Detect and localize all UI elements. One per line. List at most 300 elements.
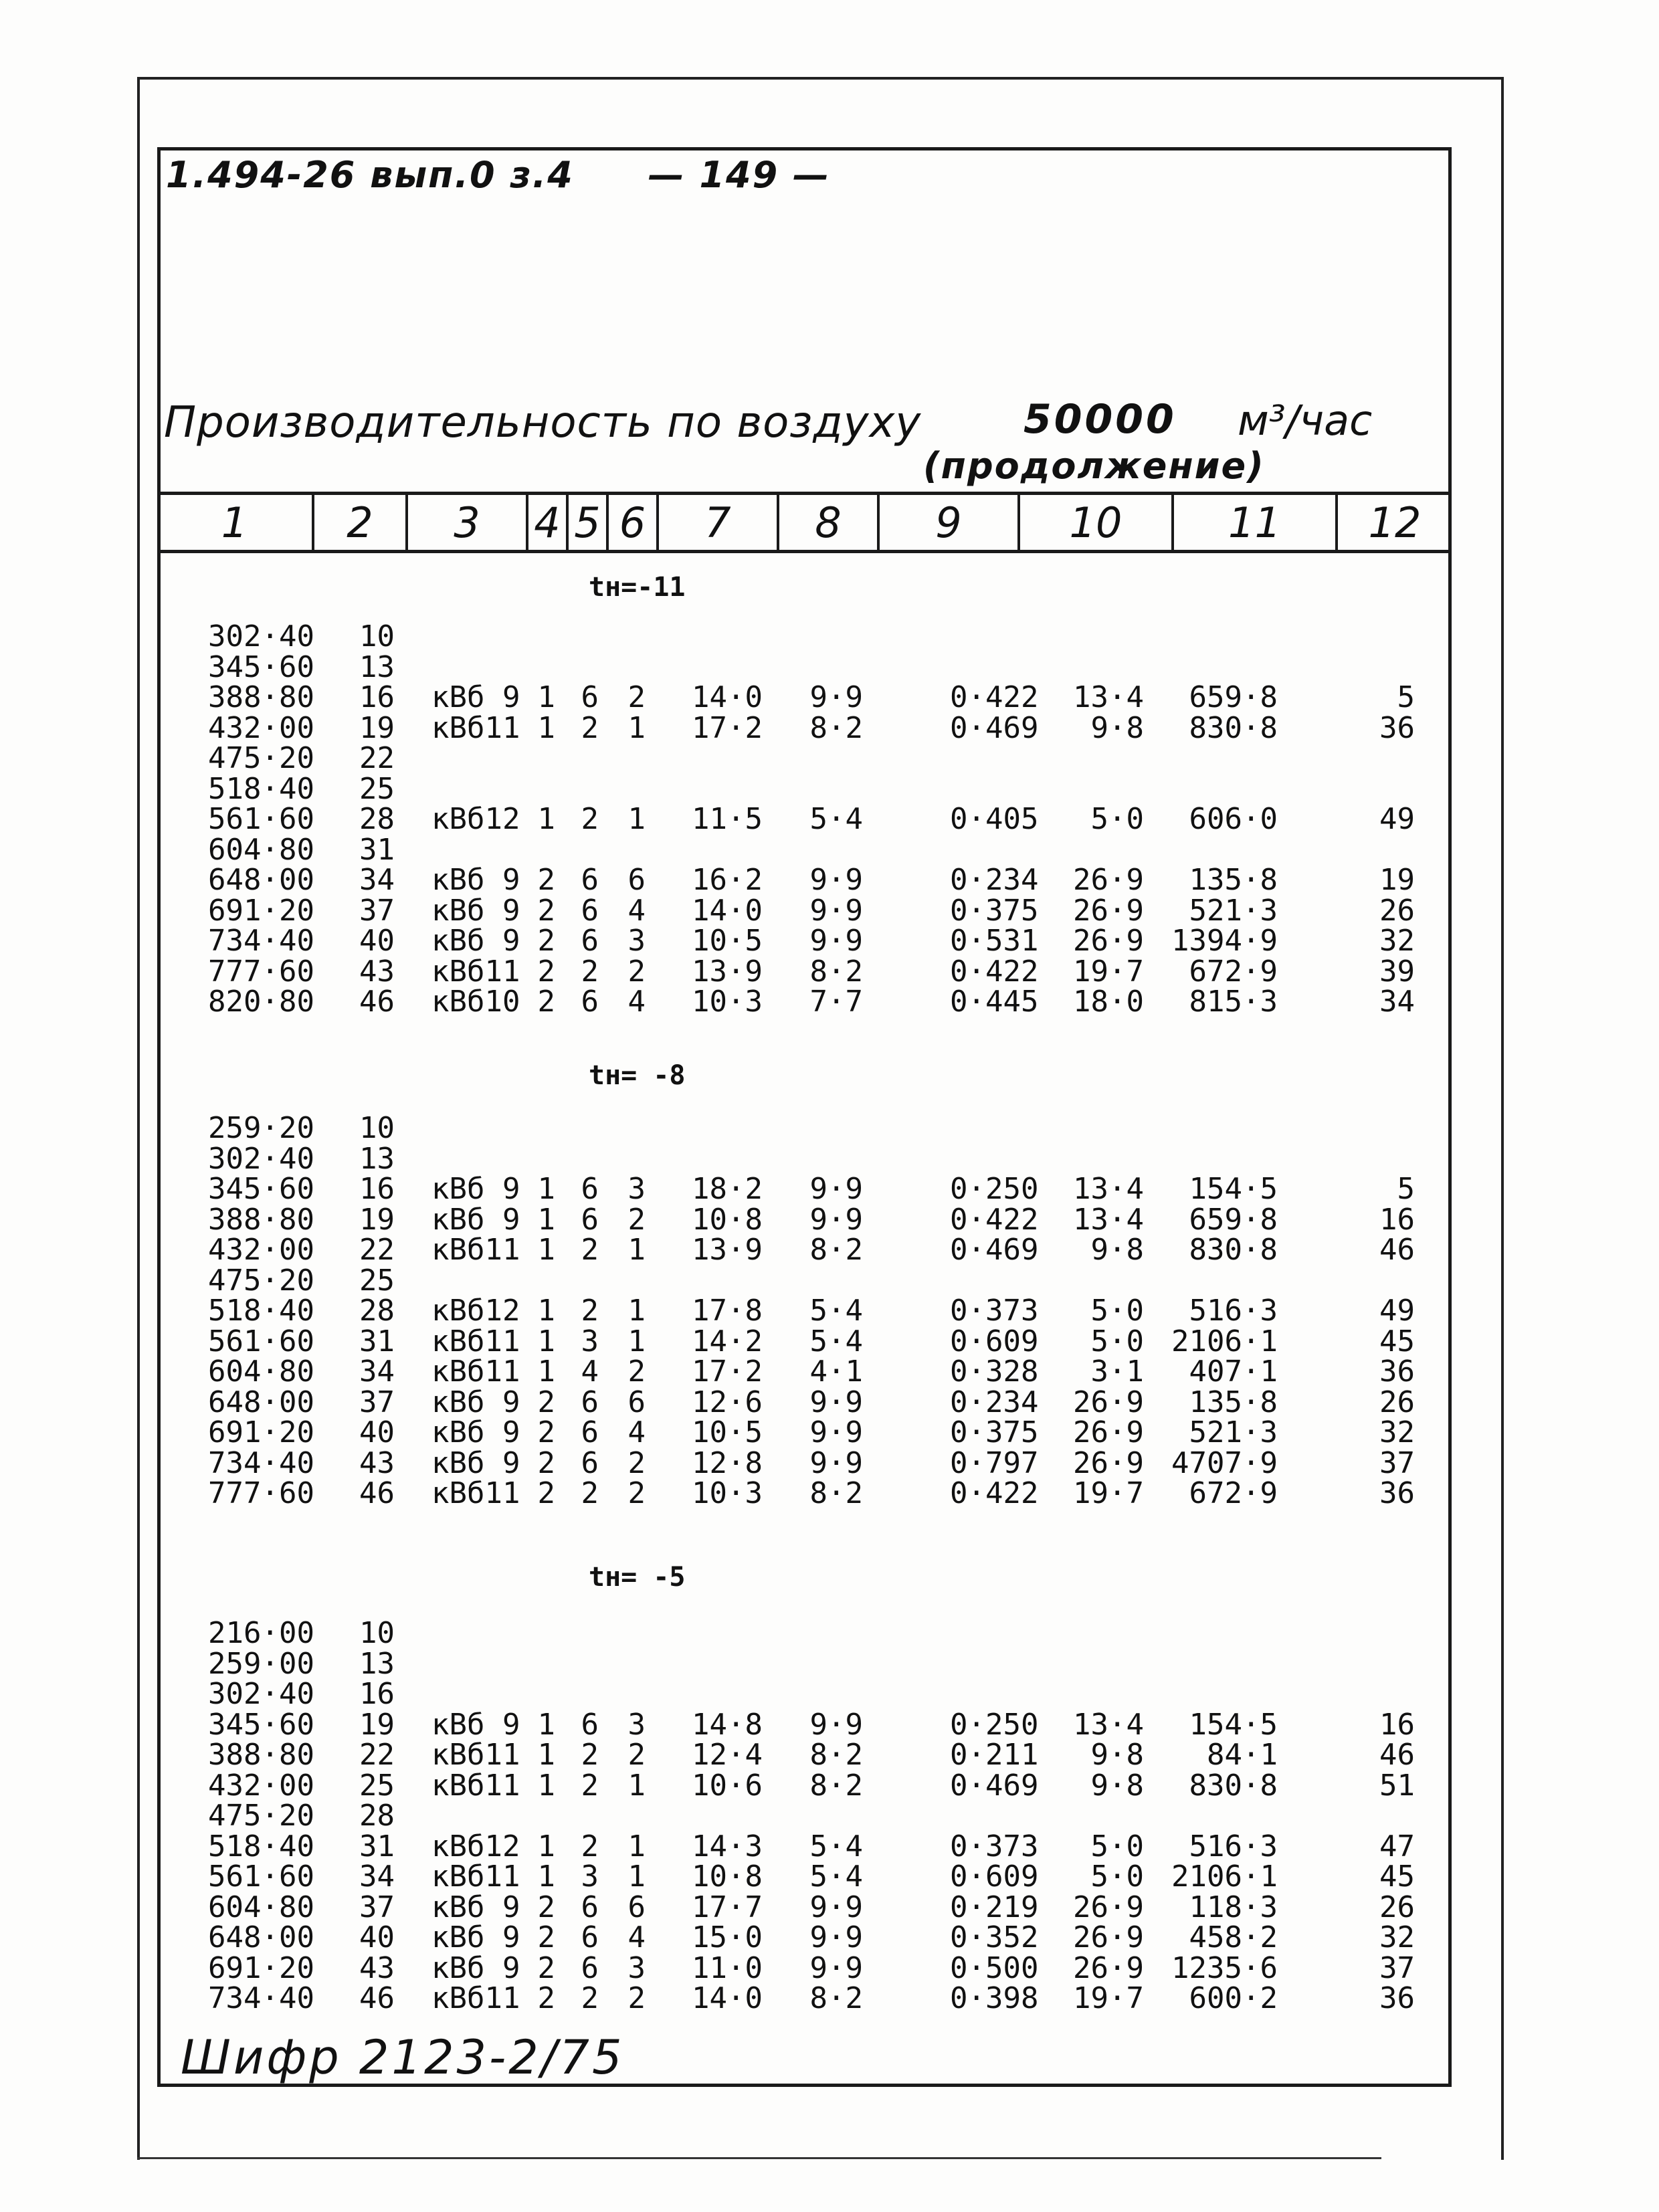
table-cell-col3: кВб11 <box>431 1233 520 1267</box>
table-cell-col5: 6 <box>581 1172 599 1206</box>
table-row <box>0 1476 1659 1510</box>
continuation-note: (продолжение) <box>923 445 1265 487</box>
table-cell-col4: 1 <box>537 802 555 836</box>
table-cell-col10: 26·9 <box>1073 1415 1144 1449</box>
table-cell-col2: 31 <box>359 1324 395 1359</box>
table-cell-col4: 2 <box>537 1385 555 1419</box>
table-cell-col5: 6 <box>581 1445 599 1480</box>
table-cell-col3: кВб 9 <box>431 1950 520 1985</box>
table-cell-col3: кВб11 <box>431 1476 520 1510</box>
table-cell-col2: 10 <box>359 1616 395 1650</box>
table-cell-col4: 1 <box>537 1202 555 1237</box>
table-cell-col4: 1 <box>537 680 555 714</box>
table-cell-col6: 2 <box>627 1202 646 1237</box>
table-cell-col11: 521·3 <box>1189 1415 1278 1449</box>
table-cell-col4: 1 <box>537 1354 555 1389</box>
table-cell-col1: 475·20 <box>208 741 314 775</box>
table-cell-col8: 9·9 <box>809 1920 863 1954</box>
table-cell-col1: 648·00 <box>208 863 314 897</box>
table-cell-col11: 135·8 <box>1189 863 1278 897</box>
table-cell-col2: 19 <box>359 1202 395 1237</box>
table-cell-col11: 458·2 <box>1189 1920 1278 1954</box>
table-row <box>0 1202 1659 1237</box>
table-cell-col8: 9·9 <box>809 680 863 714</box>
table-cell-col6: 3 <box>627 924 646 958</box>
table-cell-col7: 17·2 <box>692 710 763 745</box>
table-cell-col12: 16 <box>1379 1707 1415 1742</box>
table-cell-col11: 830·8 <box>1189 710 1278 745</box>
table-cell-col6: 2 <box>627 1738 646 1772</box>
table-cell-col12: 36 <box>1379 1476 1415 1510</box>
table-cell-col2: 34 <box>359 863 395 897</box>
table-cell-col9: 0·234 <box>950 1385 1039 1419</box>
table-cell-col11: 659·8 <box>1189 680 1278 714</box>
table-cell-col8: 8·2 <box>809 954 863 989</box>
table-cell-col12: 39 <box>1379 954 1415 989</box>
table-cell-col3: кВб 9 <box>431 1172 520 1206</box>
table-row <box>0 771 1659 806</box>
table-cell-col11: 830·8 <box>1189 1233 1278 1267</box>
table-cell-col9: 0·211 <box>950 1738 1039 1772</box>
table-cell-col1: 561·60 <box>208 1324 314 1359</box>
table-cell-col4: 1 <box>537 1324 555 1359</box>
column-header-6: 6 <box>609 495 659 550</box>
table-cell-col6: 1 <box>627 1294 646 1328</box>
table-cell-col7: 18·2 <box>692 1172 763 1206</box>
page-number: — 149 — <box>648 154 830 196</box>
table-cell-col12: 34 <box>1379 985 1415 1019</box>
table-row <box>0 1235 1659 1265</box>
table-row <box>0 1324 1659 1359</box>
table-cell-col8: 9·9 <box>809 1707 863 1742</box>
table-cell-col9: 0·422 <box>950 954 1039 989</box>
table-cell-col7: 10·3 <box>692 985 763 1019</box>
table-cell-col10: 13·4 <box>1073 1202 1144 1237</box>
table-cell-col12: 36 <box>1379 1354 1415 1389</box>
table-row <box>0 1172 1659 1206</box>
table-cell-col5: 6 <box>581 985 599 1019</box>
table-cell-col2: 10 <box>359 1111 395 1145</box>
table-cell-col9: 0·373 <box>950 1294 1039 1328</box>
table-row <box>0 987 1659 1017</box>
table-cell-col7: 17·2 <box>692 1354 763 1389</box>
table-cell-col5: 6 <box>581 1920 599 1954</box>
table-cell-col11: 516·3 <box>1189 1829 1278 1864</box>
table-cell-col12: 45 <box>1379 1859 1415 1894</box>
table-cell-col9: 0·609 <box>950 1324 1039 1359</box>
table-row <box>0 1677 1659 1711</box>
air-capacity-units: м³/час <box>1238 396 1373 445</box>
table-row <box>0 1263 1659 1298</box>
table-cell-col2: 34 <box>359 1859 395 1894</box>
table-cell-col5: 6 <box>581 924 599 958</box>
table-cell-col12: 19 <box>1379 863 1415 897</box>
table-cell-col5: 2 <box>581 1829 599 1864</box>
table-cell-col7: 14·0 <box>692 893 763 928</box>
table-row <box>0 1354 1659 1389</box>
table-cell-col5: 2 <box>581 1981 599 2015</box>
document-code <box>166 154 830 196</box>
table-cell-col9: 0·469 <box>950 710 1039 745</box>
table-cell-col2: 19 <box>359 710 395 745</box>
table-cell-col3: кВб 9 <box>431 1920 520 1954</box>
table-cell-col8: 5·4 <box>809 802 863 836</box>
table-cell-col3: кВб12 <box>431 1294 520 1328</box>
table-cell-col8: 9·9 <box>809 1202 863 1237</box>
table-cell-col10: 26·9 <box>1073 1950 1144 1985</box>
table-cell-col9: 0·219 <box>950 1890 1039 1924</box>
table-cell-col10: 26·9 <box>1073 1920 1144 1954</box>
table-cell-col2: 16 <box>359 1677 395 1711</box>
table-cell-col4: 2 <box>537 985 555 1019</box>
table-row <box>0 1707 1659 1742</box>
table-cell-col3: кВб 9 <box>431 1890 520 1924</box>
table-cell-col8: 9·9 <box>809 1950 863 1985</box>
table-cell-col7: 14·8 <box>692 1707 763 1742</box>
table-cell-col9: 0·609 <box>950 1859 1039 1894</box>
column-header-7: 7 <box>659 495 779 550</box>
table-row <box>0 1890 1659 1924</box>
table-cell-col1: 518·40 <box>208 1294 314 1328</box>
table-cell-col3: кВб10 <box>431 985 520 1019</box>
table-cell-col5: 6 <box>581 893 599 928</box>
table-cell-col7: 14·3 <box>692 1829 763 1864</box>
table-cell-col2: 43 <box>359 954 395 989</box>
table-cell-col12: 5 <box>1397 1172 1415 1206</box>
table-cell-col12: 46 <box>1379 1233 1415 1267</box>
table-cell-col7: 10·5 <box>692 924 763 958</box>
table-cell-col1: 518·40 <box>208 1829 314 1864</box>
table-cell-col1: 432·00 <box>208 1233 314 1267</box>
table-cell-col6: 6 <box>627 863 646 897</box>
table-cell-col2: 37 <box>359 1890 395 1924</box>
section-temperature-label: tн= -8 <box>589 1060 686 1091</box>
table-cell-col4: 1 <box>537 710 555 745</box>
table-cell-col7: 10·3 <box>692 1476 763 1510</box>
table-cell-col9: 0·250 <box>950 1172 1039 1206</box>
table-cell-col10: 5·0 <box>1090 1859 1144 1894</box>
table-cell-col1: 820·80 <box>208 985 314 1019</box>
table-cell-col1: 302·40 <box>208 619 314 653</box>
table-cell-col5: 6 <box>581 680 599 714</box>
table-cell-col2: 28 <box>359 1294 395 1328</box>
table-cell-col3: кВб12 <box>431 1829 520 1864</box>
table-cell-col6: 2 <box>627 1354 646 1389</box>
column-header-11: 11 <box>1174 495 1338 550</box>
table-cell-col1: 604·80 <box>208 832 314 867</box>
table-cell-col6: 1 <box>627 710 646 745</box>
table-cell-col10: 5·0 <box>1090 1324 1144 1359</box>
table-row <box>0 863 1659 897</box>
table-cell-col10: 26·9 <box>1073 1890 1144 1924</box>
table-cell-col1: 734·40 <box>208 1445 314 1480</box>
table-cell-col3: кВб 9 <box>431 1445 520 1480</box>
table-cell-col11: 154·5 <box>1189 1707 1278 1742</box>
table-cell-col2: 22 <box>359 1738 395 1772</box>
table-cell-col9: 0·328 <box>950 1354 1039 1389</box>
column-header-12: 12 <box>1368 498 1422 547</box>
table-cell-col9: 0·422 <box>950 1202 1039 1237</box>
table-cell-col6: 1 <box>627 1859 646 1894</box>
table-cell-col5: 6 <box>581 1385 599 1419</box>
table-cell-col5: 2 <box>581 1738 599 1772</box>
table-cell-col4: 1 <box>537 1829 555 1864</box>
table-cell-col11: 830·8 <box>1189 1768 1278 1803</box>
table-cell-col2: 13 <box>359 649 395 684</box>
table-cell-col11: 118·3 <box>1189 1890 1278 1924</box>
column-header-1: 1 <box>157 495 314 550</box>
table-cell-col6: 3 <box>627 1950 646 1985</box>
table-cell-col5: 2 <box>581 954 599 989</box>
table-cell-col12: 46 <box>1379 1738 1415 1772</box>
table-row <box>0 649 1659 684</box>
section-temperature-label: tн= -5 <box>589 1562 686 1593</box>
table-cell-col9: 0·445 <box>950 985 1039 1019</box>
table-cell-col4: 1 <box>537 1294 555 1328</box>
table-cell-col8: 9·9 <box>809 924 863 958</box>
table-row <box>0 1296 1659 1326</box>
table-cell-col5: 2 <box>581 1476 599 1510</box>
table-cell-col8: 9·9 <box>809 1445 863 1480</box>
table-cell-col4: 2 <box>537 1920 555 1954</box>
column-header-5: 5 <box>569 495 609 550</box>
table-cell-col4: 2 <box>537 1476 555 1510</box>
column-header-8: 8 <box>779 495 880 550</box>
cipher-footer: Шифр 2123-2/75 <box>181 2030 625 2085</box>
table-cell-col3: кВб11 <box>431 1738 520 1772</box>
table-cell-col11: 4707·9 <box>1171 1445 1278 1480</box>
table-cell-col2: 46 <box>359 1981 395 2015</box>
table-cell-col9: 0·469 <box>950 1233 1039 1267</box>
table-cell-col2: 43 <box>359 1445 395 1480</box>
table-cell-col1: 561·60 <box>208 1859 314 1894</box>
table-cell-col2: 31 <box>359 832 395 867</box>
table-cell-col12: 26 <box>1379 1385 1415 1419</box>
table-row <box>0 1768 1659 1803</box>
table-cell-col3: кВб 9 <box>431 1202 520 1237</box>
table-cell-col7: 11·5 <box>692 802 763 836</box>
table-cell-col7: 10·8 <box>692 1202 763 1237</box>
table-cell-col5: 3 <box>581 1324 599 1359</box>
table-cell-col11: 2106·1 <box>1171 1324 1278 1359</box>
table-cell-col10: 26·9 <box>1073 1385 1144 1419</box>
table-cell-col5: 6 <box>581 1707 599 1742</box>
table-cell-col3: кВб11 <box>431 954 520 989</box>
table-cell-col4: 2 <box>537 1415 555 1449</box>
table-row <box>0 1740 1659 1770</box>
table-cell-col3: кВб 9 <box>431 924 520 958</box>
table-cell-col6: 4 <box>627 985 646 1019</box>
table-cell-col11: 2106·1 <box>1171 1859 1278 1894</box>
table-row <box>0 893 1659 928</box>
table-cell-col4: 2 <box>537 1981 555 2015</box>
table-cell-col10: 26·9 <box>1073 863 1144 897</box>
table-row <box>0 741 1659 775</box>
table-cell-col7: 14·0 <box>692 680 763 714</box>
table-cell-col5: 6 <box>581 1950 599 1985</box>
table-cell-col1: 475·20 <box>208 1263 314 1298</box>
table-cell-col8: 7·7 <box>809 985 863 1019</box>
table-cell-col9: 0·352 <box>950 1920 1039 1954</box>
table-cell-col7: 17·8 <box>692 1294 763 1328</box>
table-row <box>0 1415 1659 1449</box>
table-cell-col10: 26·9 <box>1073 893 1144 928</box>
table-row <box>0 1981 1659 2015</box>
table-row <box>0 1801 1659 1831</box>
table-cell-col3: кВб11 <box>431 1859 520 1894</box>
table-cell-col11: 135·8 <box>1189 1385 1278 1419</box>
table-cell-col5: 6 <box>581 1415 599 1449</box>
table-cell-col10: 5·0 <box>1090 802 1144 836</box>
table-cell-col5: 2 <box>581 1768 599 1803</box>
table-row <box>0 1646 1659 1681</box>
table-cell-col6: 2 <box>627 1445 646 1480</box>
table-cell-col9: 0·422 <box>950 680 1039 714</box>
table-cell-col7: 13·9 <box>692 1233 763 1267</box>
table-cell-col12: 26 <box>1379 893 1415 928</box>
table-cell-col1: 734·40 <box>208 1981 314 2015</box>
table-cell-col2: 25 <box>359 771 395 806</box>
page-title: Производительность по воздуху <box>164 398 922 447</box>
table-cell-col8: 8·2 <box>809 1981 863 2015</box>
table-cell-col5: 2 <box>581 1294 599 1328</box>
table-cell-col10: 5·0 <box>1090 1829 1144 1864</box>
table-cell-col10: 19·7 <box>1073 954 1144 989</box>
table-cell-col10: 9·8 <box>1090 1233 1144 1267</box>
table-cell-col9: 0·469 <box>950 1768 1039 1803</box>
table-cell-col11: 600·2 <box>1189 1981 1278 2015</box>
table-cell-col4: 2 <box>537 893 555 928</box>
table-cell-col1: 345·60 <box>208 1172 314 1206</box>
table-cell-col9: 0·797 <box>950 1445 1039 1480</box>
document-code-text: 1.494-26 вып.0 з.4 <box>166 154 574 196</box>
table-cell-col4: 1 <box>537 1172 555 1206</box>
table-cell-col9: 0·234 <box>950 863 1039 897</box>
table-cell-col6: 4 <box>627 1415 646 1449</box>
table-cell-col6: 1 <box>627 802 646 836</box>
table-cell-col11: 606·0 <box>1189 802 1278 836</box>
table-cell-col5: 6 <box>581 1890 599 1924</box>
table-cell-col11: 659·8 <box>1189 1202 1278 1237</box>
table-cell-col1: 432·00 <box>208 710 314 745</box>
table-cell-col10: 9·8 <box>1090 1738 1144 1772</box>
table-cell-col4: 2 <box>537 863 555 897</box>
table-cell-col1: 345·60 <box>208 649 314 684</box>
table-row <box>0 1141 1659 1176</box>
table-cell-col3: кВб11 <box>431 1981 520 2015</box>
table-cell-col1: 388·80 <box>208 1202 314 1237</box>
table-row <box>0 1111 1659 1145</box>
air-capacity-value: 50000 <box>1023 396 1177 443</box>
table-cell-col2: 25 <box>359 1768 395 1803</box>
table-cell-col1: 302·40 <box>208 1141 314 1176</box>
table-cell-col1: 216·00 <box>208 1616 314 1650</box>
table-cell-col1: 388·80 <box>208 1738 314 1772</box>
table-row <box>0 926 1659 956</box>
table-row <box>0 802 1659 836</box>
table-cell-col5: 2 <box>581 1233 599 1267</box>
table-cell-col7: 12·4 <box>692 1738 763 1772</box>
table-cell-col2: 37 <box>359 893 395 928</box>
table-row <box>0 1920 1659 1954</box>
table-cell-col7: 17·7 <box>692 1890 763 1924</box>
table-cell-col1: 691·20 <box>208 1415 314 1449</box>
table-cell-col11: 1235·6 <box>1171 1950 1278 1985</box>
table-row <box>0 1950 1659 1985</box>
table-cell-col11: 154·5 <box>1189 1172 1278 1206</box>
table-cell-col8: 9·9 <box>809 1385 863 1419</box>
column-header-row <box>157 492 1452 553</box>
table-cell-col1: 432·00 <box>208 1768 314 1803</box>
table-cell-col9: 0·398 <box>950 1981 1039 2015</box>
table-row <box>0 680 1659 714</box>
table-cell-col6: 2 <box>627 1981 646 2015</box>
table-cell-col7: 13·9 <box>692 954 763 989</box>
table-cell-col7: 12·6 <box>692 1385 763 1419</box>
table-cell-col1: 259·00 <box>208 1646 314 1681</box>
table-cell-col7: 14·0 <box>692 1981 763 2015</box>
table-cell-col12: 32 <box>1379 924 1415 958</box>
table-cell-col8: 8·2 <box>809 1233 863 1267</box>
table-cell-col12: 45 <box>1379 1324 1415 1359</box>
table-cell-col12: 32 <box>1379 1415 1415 1449</box>
column-header-4: 4 <box>528 495 569 550</box>
table-cell-col11: 815·3 <box>1189 985 1278 1019</box>
table-cell-col4: 1 <box>537 1768 555 1803</box>
table-cell-col7: 10·6 <box>692 1768 763 1803</box>
table-cell-col5: 2 <box>581 710 599 745</box>
table-cell-col2: 46 <box>359 1476 395 1510</box>
column-header-9: 9 <box>880 495 1020 550</box>
table-cell-col2: 28 <box>359 802 395 836</box>
table-cell-col7: 10·5 <box>692 1415 763 1449</box>
table-cell-col12: 32 <box>1379 1920 1415 1954</box>
table-cell-col4: 2 <box>537 1445 555 1480</box>
table-cell-col11: 672·9 <box>1189 954 1278 989</box>
table-row <box>0 1829 1659 1864</box>
table-cell-col1: 648·00 <box>208 1385 314 1419</box>
table-cell-col1: 604·80 <box>208 1890 314 1924</box>
table-cell-col1: 518·40 <box>208 771 314 806</box>
table-cell-col12: 49 <box>1379 1294 1415 1328</box>
table-cell-col11: 407·1 <box>1189 1354 1278 1389</box>
table-cell-col3: кВб11 <box>431 1354 520 1389</box>
table-cell-col5: 3 <box>581 1859 599 1894</box>
table-cell-col3: кВб 9 <box>431 680 520 714</box>
table-cell-col6: 4 <box>627 1920 646 1954</box>
table-cell-col6: 1 <box>627 1768 646 1803</box>
table-cell-col10: 13·4 <box>1073 1707 1144 1742</box>
table-cell-col7: 16·2 <box>692 863 763 897</box>
table-cell-col4: 1 <box>537 1738 555 1772</box>
table-cell-col10: 19·7 <box>1073 1981 1144 2015</box>
table-cell-col4: 1 <box>537 1233 555 1267</box>
table-cell-col7: 12·8 <box>692 1445 763 1480</box>
table-row <box>0 832 1659 867</box>
table-cell-col10: 13·4 <box>1073 680 1144 714</box>
table-cell-col6: 1 <box>627 1324 646 1359</box>
table-row <box>0 1859 1659 1894</box>
table-cell-col8: 9·9 <box>809 1890 863 1924</box>
table-cell-col9: 0·373 <box>950 1829 1039 1864</box>
table-cell-col11: 84·1 <box>1207 1738 1278 1772</box>
table-cell-col3: кВб11 <box>431 710 520 745</box>
table-cell-col10: 19·7 <box>1073 1476 1144 1510</box>
table-cell-col10: 18·0 <box>1073 985 1144 1019</box>
table-cell-col12: 47 <box>1379 1829 1415 1864</box>
section-temperature-label: tн=-11 <box>589 572 686 603</box>
table-cell-col8: 8·2 <box>809 1738 863 1772</box>
